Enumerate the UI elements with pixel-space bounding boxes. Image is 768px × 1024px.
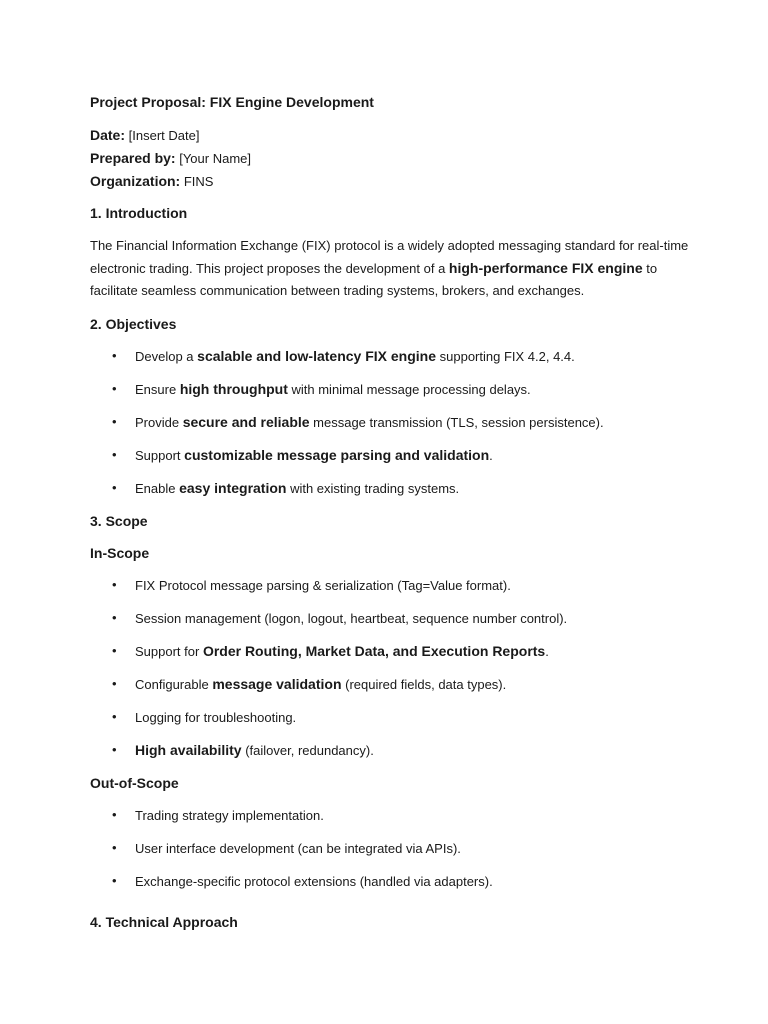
- item-text: with existing trading systems.: [286, 481, 460, 496]
- item-text: Exchange-specific protocol extensions (handled via adapters).: [135, 874, 493, 889]
- bullet-icon: •: [112, 709, 117, 724]
- list-item: [90, 740, 690, 761]
- item-text: (failover, redundancy).: [241, 743, 374, 758]
- item-bold: customizable message parsing and validation: [184, 447, 490, 463]
- meta-organization: [90, 170, 690, 193]
- introduction-paragraph: [90, 235, 690, 302]
- introduction-heading: 1. Introduction: [90, 205, 188, 221]
- bullet-icon: •: [112, 742, 117, 757]
- meta-date-label: Date:: [90, 127, 126, 143]
- item-bold: easy integration: [179, 480, 287, 496]
- document-title: Project Proposal: FIX Engine Development: [90, 94, 374, 110]
- item-bold: high throughput: [179, 381, 288, 397]
- meta-organization-label: Organization:: [90, 173, 181, 189]
- meta-prepared-by-value: [Your Name]: [179, 151, 251, 166]
- bullet-icon: •: [112, 348, 117, 363]
- item-text: Support for: [135, 644, 203, 659]
- bullet-icon: •: [112, 480, 117, 495]
- item-bold: Order Routing, Market Data, and Execution Reports: [202, 643, 546, 659]
- list-item: [90, 575, 690, 596]
- item-bold: message validation: [212, 676, 342, 692]
- item-text: .: [489, 448, 493, 463]
- item-text: Provide: [135, 415, 183, 430]
- list-item: [90, 379, 690, 400]
- list-item: [90, 707, 690, 728]
- out-of-scope-heading: Out-of-Scope: [90, 775, 179, 791]
- meta-organization-value: FINS: [183, 174, 214, 189]
- list-item: [90, 412, 690, 433]
- document-page: [90, 92, 690, 944]
- item-text: Session management (logon, logout, heartbeat, sequence number control).: [135, 611, 568, 626]
- item-text: message transmission (TLS, session persistence).: [309, 415, 604, 430]
- item-text: Trading strategy implementation.: [135, 808, 324, 823]
- item-bold: secure and reliable: [182, 414, 310, 430]
- out-of-scope-list: [90, 805, 690, 892]
- introduction-text-1: The Financial Information Exchange (FIX) protocol is a widely adopted messaging standard for real-time electronic trading. This project proposes the development of a: [90, 238, 689, 276]
- in-scope-list: [90, 575, 690, 761]
- item-text: (required fields, data types).: [341, 677, 507, 692]
- meta-date: [90, 124, 690, 147]
- item-text: with minimal message processing delays.: [287, 382, 531, 397]
- meta-prepared-by-label: Prepared by:: [90, 150, 176, 166]
- list-item: [90, 871, 690, 892]
- item-bold: High availability: [135, 742, 242, 758]
- scope-heading: 3. Scope: [90, 513, 148, 529]
- bullet-icon: •: [112, 676, 117, 691]
- introduction-bold: high-performance FIX engine: [448, 260, 643, 276]
- in-scope-heading: In-Scope: [90, 545, 150, 561]
- bullet-icon: •: [112, 414, 117, 429]
- bullet-icon: •: [112, 577, 117, 592]
- bullet-icon: •: [112, 643, 117, 658]
- list-item: [90, 445, 690, 466]
- list-item: [90, 608, 690, 629]
- objectives-heading: 2. Objectives: [90, 316, 177, 332]
- objectives-list: [90, 346, 690, 499]
- item-text: Support: [135, 448, 185, 463]
- bullet-icon: •: [112, 447, 117, 462]
- list-item: [90, 641, 690, 662]
- list-item: [90, 346, 690, 367]
- item-text: Enable: [135, 481, 180, 496]
- bullet-icon: •: [112, 807, 117, 822]
- item-text: Configurable: [135, 677, 213, 692]
- meta-date-value: [Insert Date]: [128, 128, 200, 143]
- item-text: Ensure: [135, 382, 180, 397]
- list-item: [90, 838, 690, 859]
- bullet-icon: •: [112, 873, 117, 888]
- item-text: supporting FIX 4.2, 4.4.: [436, 349, 575, 364]
- item-bold: scalable and low-latency FIX engine: [197, 348, 437, 364]
- list-item: [90, 478, 690, 499]
- item-text: .: [545, 644, 549, 659]
- item-text: Develop a: [135, 349, 198, 364]
- technical-approach-heading: 4. Technical Approach: [90, 914, 238, 930]
- item-text: FIX Protocol message parsing & serialization (Tag=Value format).: [135, 578, 511, 593]
- list-item: [90, 674, 690, 695]
- item-text: User interface development (can be integrated via APIs).: [135, 841, 461, 856]
- bullet-icon: •: [112, 840, 117, 855]
- document-meta: [90, 124, 690, 193]
- list-item: [90, 805, 690, 826]
- item-text: Logging for troubleshooting.: [135, 710, 297, 725]
- meta-prepared-by: [90, 147, 690, 170]
- bullet-icon: •: [112, 610, 117, 625]
- introduction-text-2: to facilitate seamless communication between trading systems, brokers, and exchanges.: [90, 261, 658, 298]
- bullet-icon: •: [112, 381, 117, 396]
